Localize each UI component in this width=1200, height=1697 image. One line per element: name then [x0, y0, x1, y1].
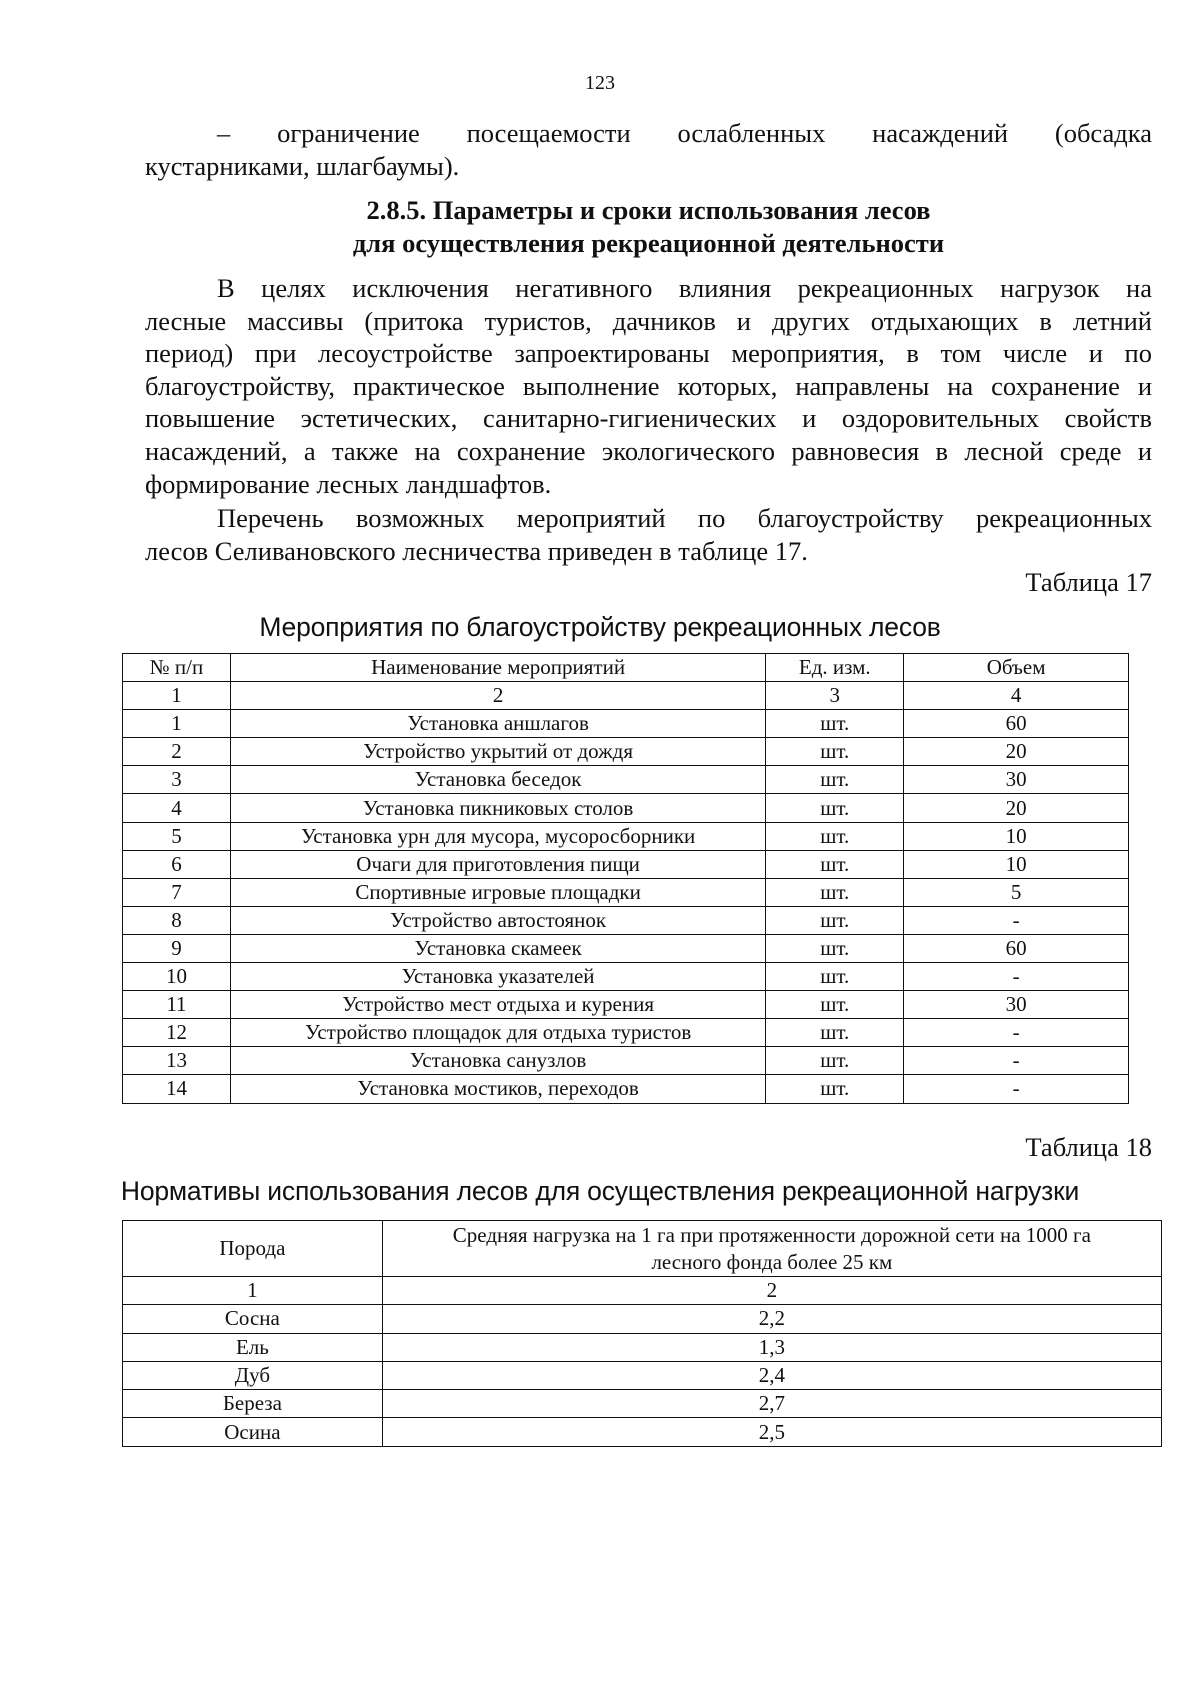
- table-row: [123, 1418, 1162, 1446]
- row-number-cell: 11: [123, 991, 231, 1019]
- volume-cell: 30: [904, 991, 1129, 1019]
- unit-cell: шт.: [766, 991, 904, 1019]
- table-row: [123, 1361, 1162, 1389]
- load-value-cell: 1,3: [382, 1333, 1161, 1361]
- row-number-cell: 12: [123, 1019, 231, 1047]
- row-number-cell: 8: [123, 906, 231, 934]
- volume-cell: -: [904, 1047, 1129, 1075]
- paragraph-1-line: формирование лесных ландшафтов.: [145, 468, 552, 499]
- table-row: [123, 1075, 1129, 1103]
- numbering-cell: 1: [123, 682, 231, 710]
- species-cell: Осина: [123, 1418, 383, 1446]
- volume-cell: 20: [904, 794, 1129, 822]
- row-number-cell: 1: [123, 710, 231, 738]
- volume-cell: 10: [904, 850, 1129, 878]
- row-number-cell: 13: [123, 1047, 231, 1075]
- table-row: [123, 1019, 1129, 1047]
- table-numbering-row: [123, 1277, 1162, 1305]
- intro-text: [145, 117, 1152, 182]
- table-18-body: [123, 1221, 1162, 1447]
- table-18: [122, 1220, 1162, 1447]
- activity-name-cell: Установка мостиков, переходов: [230, 1075, 765, 1103]
- activity-name-cell: Установка указателей: [230, 963, 765, 991]
- table-row: [123, 710, 1129, 738]
- paragraph-2-line: лесов Селивановского лесничества приведен в таблице 17.: [145, 535, 808, 566]
- species-cell: Ель: [123, 1333, 383, 1361]
- section-heading-line-1: 2.8.5. Параметры и сроки использования лесов: [366, 195, 931, 225]
- activity-name-cell: Устройство площадок для отдыха туристов: [230, 1019, 765, 1047]
- table-header-row: [123, 654, 1129, 682]
- unit-cell: шт.: [766, 906, 904, 934]
- numbering-cell: 2: [382, 1277, 1161, 1305]
- row-number-cell: 2: [123, 738, 231, 766]
- table-17-body: [123, 654, 1129, 1104]
- unit-cell: шт.: [766, 934, 904, 962]
- unit-cell: шт.: [766, 850, 904, 878]
- header-cell-load-line-1: Средняя нагрузка на 1 га при протяженности дорожной сети на 1000 га: [452, 1222, 1091, 1247]
- numbering-cell: 3: [766, 682, 904, 710]
- table-row: [123, 991, 1129, 1019]
- table-17-label: Таблица 17: [1025, 567, 1152, 597]
- table-18-label: Таблица 18: [1025, 1132, 1152, 1162]
- unit-cell: шт.: [766, 822, 904, 850]
- unit-cell: шт.: [766, 963, 904, 991]
- paragraph-1-line: повышение эстетических, санитарно-гигиенических и оздоровительных свойств: [145, 403, 1152, 434]
- load-value-cell: 2,7: [382, 1390, 1161, 1418]
- species-cell: Дуб: [123, 1361, 383, 1389]
- page-number: 123: [585, 72, 615, 94]
- table-row: [123, 1333, 1162, 1361]
- header-cell-volume: Объем: [904, 654, 1129, 682]
- load-value-cell: 2,4: [382, 1361, 1161, 1389]
- volume-cell: 60: [904, 934, 1129, 962]
- row-number-cell: 4: [123, 794, 231, 822]
- table-18-title: Нормативы использования лесов для осуществления рекреационной нагрузки: [120, 1176, 1080, 1206]
- activity-name-cell: Устройство автостоянок: [230, 906, 765, 934]
- table-row: [123, 850, 1129, 878]
- table-row: [123, 963, 1129, 991]
- header-cell-name: Наименование мероприятий: [230, 654, 765, 682]
- volume-cell: -: [904, 963, 1129, 991]
- activity-name-cell: Очаги для приготовления пищи: [230, 850, 765, 878]
- unit-cell: шт.: [766, 878, 904, 906]
- species-cell: Береза: [123, 1390, 383, 1418]
- table-numbering-row: [123, 682, 1129, 710]
- unit-cell: шт.: [766, 738, 904, 766]
- volume-cell: 10: [904, 822, 1129, 850]
- unit-cell: шт.: [766, 794, 904, 822]
- table-row: [123, 738, 1129, 766]
- paragraph-2-line: Перечень возможных мероприятий по благоустройству рекреационных: [217, 503, 1152, 533]
- table-row: [123, 934, 1129, 962]
- section-heading-line-2: для осуществления рекреационной деятельности: [352, 227, 945, 258]
- volume-cell: 30: [904, 766, 1129, 794]
- unit-cell: шт.: [766, 766, 904, 794]
- volume-cell: -: [904, 1075, 1129, 1103]
- activity-name-cell: Установка урн для мусора, мусоросборники: [230, 822, 765, 850]
- header-cell-species: Порода: [123, 1221, 383, 1277]
- activity-name-cell: Устройство мест отдыха и курения: [230, 991, 765, 1019]
- activity-name-cell: Установка пикниковых столов: [230, 794, 765, 822]
- unit-cell: шт.: [766, 1019, 904, 1047]
- table-row: [123, 1390, 1162, 1418]
- activity-name-cell: Устройство укрытий от дождя: [230, 738, 765, 766]
- unit-cell: шт.: [766, 1047, 904, 1075]
- table-header-row: [123, 1221, 1162, 1277]
- unit-cell: шт.: [766, 1075, 904, 1103]
- paragraph-1: [145, 272, 1152, 500]
- activity-name-cell: Спортивные игровые площадки: [230, 878, 765, 906]
- activity-name-cell: Установка санузлов: [230, 1047, 765, 1075]
- intro-line-1: – ограничение посещаемости ослабленных насаждений (обсадка: [217, 118, 1152, 148]
- row-number-cell: 14: [123, 1075, 231, 1103]
- volume-cell: -: [904, 906, 1129, 934]
- table-row: [123, 1305, 1162, 1333]
- paragraph-1-line: В целях исключения негативного влияния рекреационных нагрузок на: [217, 273, 1152, 303]
- paragraph-1-line: период) при лесоустройстве запроектированы мероприятия, в том числе и по: [145, 338, 1152, 369]
- table-row: [123, 906, 1129, 934]
- numbering-cell: 2: [230, 682, 765, 710]
- table-row: [123, 878, 1129, 906]
- activity-name-cell: Установка скамеек: [230, 934, 765, 962]
- volume-cell: 20: [904, 738, 1129, 766]
- volume-cell: 60: [904, 710, 1129, 738]
- paragraph-1-line: насаждений, а также на сохранение экологического равновесия в лесной среде и: [145, 435, 1152, 466]
- header-cell-unit: Ед. изм.: [766, 654, 904, 682]
- header-cell-load-line-2: лесного фонда более 25 км: [651, 1249, 893, 1274]
- activity-name-cell: Установка аншлагов: [230, 710, 765, 738]
- row-number-cell: 10: [123, 963, 231, 991]
- paragraph-1-line: лесные массивы (притока туристов, дачников и других отдыхающих в летний: [145, 305, 1152, 336]
- load-value-cell: 2,2: [382, 1305, 1161, 1333]
- table-row: [123, 766, 1129, 794]
- header-cell-number: № п/п: [123, 654, 231, 682]
- volume-cell: -: [904, 1019, 1129, 1047]
- row-number-cell: 6: [123, 850, 231, 878]
- numbering-cell: 1: [123, 1277, 383, 1305]
- paragraph-1-line: благоустройству, практическое выполнение которых, направлены на сохранение и: [145, 370, 1152, 401]
- table-row: [123, 822, 1129, 850]
- table-row: [123, 1047, 1129, 1075]
- table-row: [123, 794, 1129, 822]
- volume-cell: 5: [904, 878, 1129, 906]
- section-heading: [145, 194, 1152, 259]
- intro-line-2: кустарниками, шлагбаумы).: [145, 150, 460, 181]
- row-number-cell: 3: [123, 766, 231, 794]
- load-value-cell: 2,5: [382, 1418, 1161, 1446]
- species-cell: Сосна: [123, 1305, 383, 1333]
- header-cell-load: [382, 1221, 1161, 1277]
- table-17: [122, 653, 1129, 1104]
- row-number-cell: 5: [123, 822, 231, 850]
- activity-name-cell: Установка беседок: [230, 766, 765, 794]
- table-17-title: Мероприятия по благоустройству рекреационных лесов: [259, 612, 941, 642]
- numbering-cell: 4: [904, 682, 1129, 710]
- row-number-cell: 7: [123, 878, 231, 906]
- unit-cell: шт.: [766, 710, 904, 738]
- paragraph-2: [145, 502, 1152, 567]
- row-number-cell: 9: [123, 934, 231, 962]
